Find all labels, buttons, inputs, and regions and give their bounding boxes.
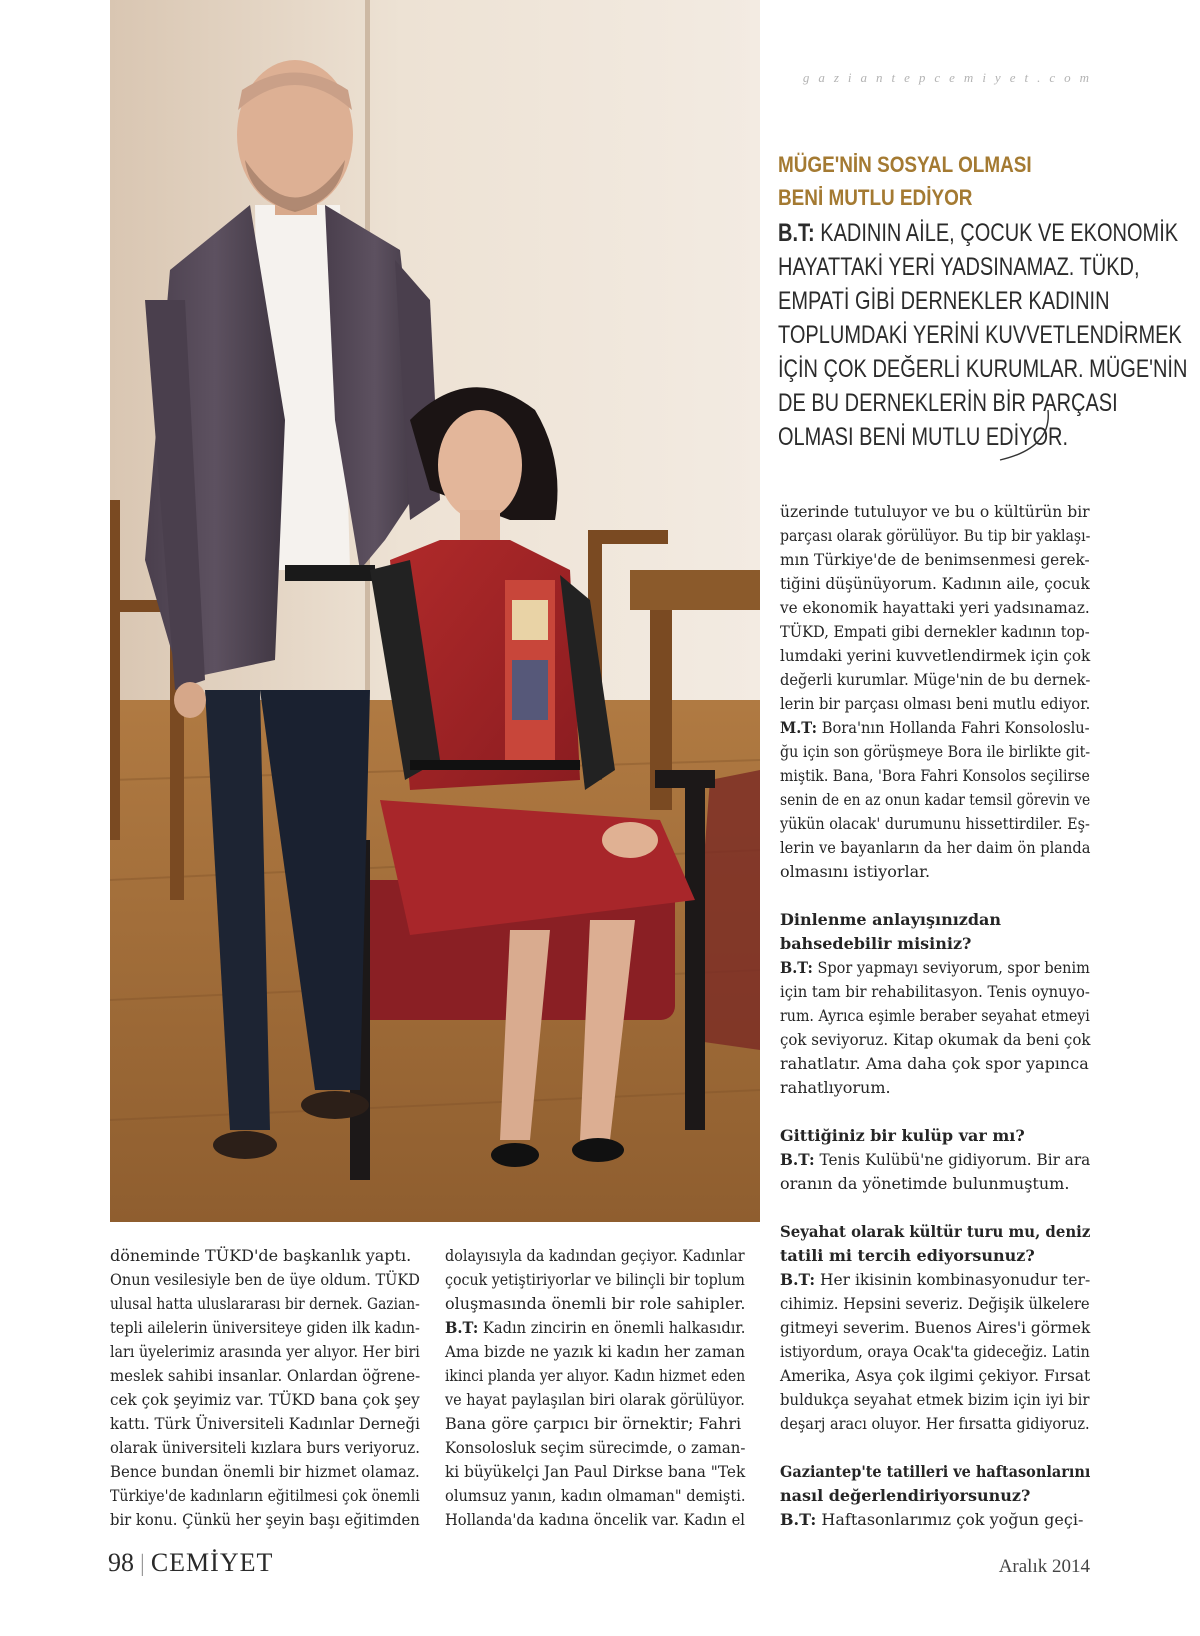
speaker-label: B.T: bbox=[445, 1318, 479, 1337]
text-segment: Kadın zincirin en önemli halkasıdır. bbox=[478, 1318, 746, 1337]
text-line: Hollanda'da kadına öncelik var. Kadın el bbox=[445, 1510, 745, 1529]
text-line: Bana göre çarpıcı bir örnektir; Fahri bbox=[445, 1414, 742, 1433]
text-line bbox=[780, 956, 1090, 980]
text-line: rahatlatır. Ama daha çok spor yapınca bbox=[780, 1054, 1089, 1073]
text-line: bir konu. Çünkü her şeyin başı eğitimden bbox=[110, 1510, 420, 1529]
text-line: yükün olacak' durumunu hissettirdiler. Eş- bbox=[780, 814, 1090, 833]
text-line: ikinci planda yer alıyor. Kadın hizmet eden bbox=[445, 1366, 746, 1385]
text-line: buldukça seyahat etmek bizim için iyi bir bbox=[780, 1390, 1090, 1409]
text-line bbox=[780, 1148, 1091, 1172]
magazine-name: CEMİYET bbox=[150, 1548, 274, 1577]
question-heading bbox=[780, 908, 1090, 956]
text-line: Türkiye'de kadınların eğitilmesi çok önemli bbox=[110, 1486, 420, 1505]
text-line: Dinlenme anlayışınızdan bbox=[780, 910, 1002, 929]
text-line: oluşmasında önemli bir role sahipler. bbox=[445, 1294, 746, 1313]
text-line: bahsedebilir misiniz? bbox=[780, 934, 972, 953]
site-url: gaziantepcemiyet.com bbox=[802, 70, 1098, 85]
pull-quote-title-line: BENİ MUTLU EDİYOR bbox=[778, 185, 973, 210]
text-line: TÜKD, Empati gibi dernekler kadının top- bbox=[780, 622, 1090, 641]
text-line: parçası olarak görülüyor. Bu tip bir yaklaşı- bbox=[780, 526, 1091, 545]
text-line: olarak üniversiteli kızlara burs veriyoruz. bbox=[110, 1438, 420, 1457]
text-line: Gaziantep'te tatilleri ve haftasonlarını bbox=[780, 1462, 1091, 1481]
text-line: Ama bizde ne yazık ki kadın her zaman bbox=[445, 1342, 745, 1361]
text-line: Amerika, Asya çok ilgimi çekiyor. Fırsat bbox=[780, 1366, 1091, 1385]
text-line: dolayısıyla da kadından geçiyor. Kadınlar bbox=[445, 1246, 745, 1265]
text-line bbox=[780, 1508, 1090, 1532]
text-line bbox=[780, 1268, 1091, 1292]
paragraph bbox=[445, 1340, 745, 1532]
question-heading bbox=[780, 1124, 1090, 1148]
text-line: mın Türkiye'de de benimsenmesi gerek- bbox=[780, 550, 1090, 569]
pull-quote-speaker: B.T: bbox=[778, 219, 815, 247]
text-line: ğu için son görüşmeye Bora ile birlikte git- bbox=[780, 742, 1091, 761]
page-folio bbox=[108, 1548, 273, 1578]
answer-text bbox=[780, 1292, 1090, 1436]
text-line bbox=[780, 716, 1090, 740]
pull-quote-line bbox=[778, 216, 1179, 250]
page-number: 98 bbox=[108, 1548, 134, 1577]
pull-quote-line: TOPLUMDAKİ YERİNİ KUVVETLENDİRMEK bbox=[778, 321, 1182, 349]
text-line: değerli kurumlar. Müge'nin de bu dernek- bbox=[780, 670, 1091, 689]
pull-quote-line: OLMASI BENİ MUTLU EDİYOR. bbox=[778, 423, 1069, 451]
text-line: ulusal hatta uluslararası bir dernek. Gazian- bbox=[110, 1294, 420, 1313]
text-line: deşarj aracı oluyor. Her fırsatta gidiyoruz. bbox=[780, 1414, 1090, 1433]
text-line: olumsuz yanın, kadın olmaman" demişti. bbox=[445, 1486, 746, 1505]
text-line: çocuk yetiştiriyorlar ve bilinçli bir toplum bbox=[445, 1270, 745, 1289]
text-line: Gittiğiniz bir kulüp var mı? bbox=[780, 1126, 1025, 1145]
paragraph bbox=[445, 1244, 745, 1316]
pull-quote-line: DE BU DERNEKLERİN BİR PARÇASI bbox=[778, 389, 1118, 417]
paragraph-mt bbox=[780, 740, 1090, 884]
couple-photo-illustration bbox=[110, 0, 760, 1222]
speaker-label: B.T: bbox=[780, 958, 813, 977]
text-line: ki büyükelçi Jan Paul Dirkse bana "Tek bbox=[445, 1462, 746, 1481]
right-column bbox=[780, 500, 1090, 1532]
folio-separator: | bbox=[140, 1551, 145, 1577]
text-line: için tam bir rehabilitasyon. Tenis oynuyo- bbox=[780, 982, 1090, 1001]
text-line: ları üyelerimiz arasında yer alıyor. Her biri bbox=[110, 1342, 420, 1361]
pull-quote-line: HAYATTAKİ YERİ YADSINAMAZ. TÜKD, bbox=[778, 253, 1140, 281]
text-line: Bence bundan önemli bir hizmet olamaz. bbox=[110, 1462, 420, 1481]
text-line: rahatlıyorum. bbox=[780, 1078, 891, 1097]
text-line: cek çok şeyimiz var. TÜKD bana çok şey bbox=[110, 1390, 420, 1409]
text-line: cihimiz. Hepsini severiz. Değişik ülkelere bbox=[780, 1294, 1090, 1313]
text-line: miştik. Bana, 'Bora Fahri Konsolos seçilirse bbox=[780, 766, 1090, 785]
answer-text bbox=[780, 980, 1090, 1100]
text-line: lerin ve bayanların da her daim ön planda bbox=[780, 838, 1091, 857]
text-line: olmasını istiyorlar. bbox=[780, 862, 931, 881]
text-line: senin de en az onun kadar temsil görevin ve bbox=[780, 790, 1091, 809]
speaker-label: M.T: bbox=[780, 718, 818, 737]
quote-swoosh-ornament bbox=[990, 408, 1060, 468]
text-segment: Spor yapmayı seviyorum, spor benim bbox=[812, 958, 1090, 977]
text-line: kattı. Türk Üniversiteli Kadınlar Derneği bbox=[110, 1414, 420, 1433]
text-line: rum. Ayrıca eşimle beraber seyahat etmeyi bbox=[780, 1006, 1090, 1025]
text-segment: Haftasonlarımız çok yoğun geçi- bbox=[816, 1510, 1084, 1529]
text-line: tatili mi tercih ediyorsunuz? bbox=[780, 1246, 1035, 1265]
speaker-label: B.T: bbox=[780, 1150, 815, 1169]
text-line: Onun vesilesiyle ben de üye oldum. TÜKD bbox=[110, 1270, 420, 1289]
text-line: ve hayat paylaşılan biri olarak görülüyor. bbox=[445, 1390, 745, 1409]
text-line bbox=[445, 1316, 746, 1340]
text-line: üzerinde tutuluyor ve bu o kültürün bir bbox=[780, 502, 1090, 521]
text-line: tepli ailelerin üniversiteye giden ilk kadın- bbox=[110, 1318, 420, 1337]
text-line: Konsolosluk seçim sürecimde, o zaman- bbox=[445, 1438, 746, 1457]
question-heading bbox=[780, 1220, 1090, 1268]
issue-date: Aralık 2014 bbox=[998, 1556, 1090, 1577]
paragraph-intro bbox=[780, 500, 1090, 716]
answer-text bbox=[780, 1172, 1090, 1196]
text-line: döneminde TÜKD'de başkanlık yaptı. bbox=[110, 1246, 412, 1265]
text-line: tiğini düşünüyorum. Kadının aile, çocuk bbox=[780, 574, 1090, 593]
text-segment: Tenis Kulübü'ne gidiyorum. Bir ara bbox=[814, 1150, 1091, 1169]
text-segment: Bora'nın Hollanda Fahri Konsoloslu- bbox=[817, 718, 1090, 737]
pull-quote-line: EMPATİ GİBİ DERNEKLER KADININ bbox=[778, 287, 1110, 315]
text-line: çok seviyoruz. Kitap okumak da beni çok bbox=[780, 1030, 1091, 1049]
text-line: nasıl değerlendiriyorsunuz? bbox=[780, 1486, 1031, 1505]
bottom-middle-column bbox=[445, 1244, 745, 1532]
text-line: Seyahat olarak kültür turu mu, deniz bbox=[780, 1222, 1091, 1241]
text-line: ve ekonomik hayattaki yeri yadsınamaz. bbox=[780, 598, 1090, 617]
pull-quote-first-line: KADININ AİLE, ÇOCUK VE EKONOMİK bbox=[820, 219, 1179, 247]
bottom-left-column bbox=[110, 1244, 420, 1532]
cover-photo bbox=[110, 0, 760, 1222]
speaker-label: B.T: bbox=[780, 1270, 816, 1289]
text-line: oranın da yönetimde bulunmuştum. bbox=[780, 1174, 1070, 1193]
text-segment: Her ikisinin kombinasyonudur ter- bbox=[815, 1270, 1091, 1289]
pull-quote-title bbox=[778, 148, 1036, 214]
text-line: lumdaki yerini kuvvetlendirmek için çok bbox=[780, 646, 1091, 665]
text-line: istiyordum, oraya Ocak'ta gideceğiz. Latin bbox=[780, 1342, 1090, 1361]
question-heading bbox=[780, 1460, 1090, 1508]
pull-quote-line: İÇİN ÇOK DEĞERLİ KURUMLAR. MÜGE'NİN bbox=[778, 355, 1188, 383]
text-line: gitmeyi severim. Buenos Aires'i görmek bbox=[780, 1318, 1091, 1337]
text-line: lerin bir parçası olması beni mutlu ediyor. bbox=[780, 694, 1091, 713]
pull-quote-title-line: MÜGE'NİN SOSYAL OLMASI bbox=[778, 152, 1032, 177]
speaker-label: B.T: bbox=[780, 1510, 817, 1529]
text-line: meslek sahibi insanlar. Onlardan öğrene- bbox=[110, 1366, 421, 1385]
